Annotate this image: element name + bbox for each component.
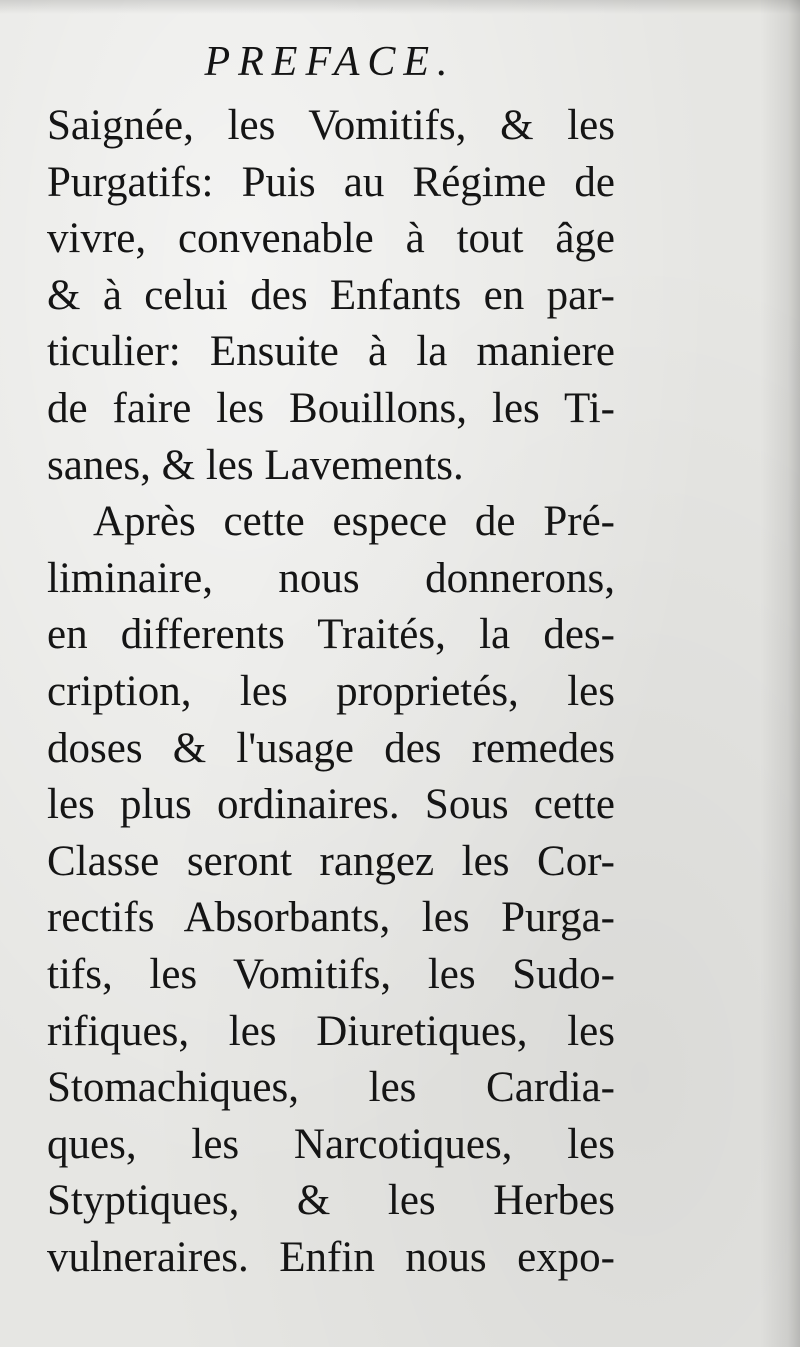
text-line-3: vivre, convenable à tout âge xyxy=(47,215,615,263)
text-line-9: liminaire, nous donnerons, xyxy=(47,554,615,602)
text-line-21: vulneraires. Enfin nous expo- xyxy=(47,1233,615,1281)
text-line-8: Après cette espece de Pré- xyxy=(93,498,615,546)
text-line-20: Styptiques, & les Herbes xyxy=(47,1177,615,1225)
page-gutter-shadow xyxy=(760,0,800,1347)
text-line-12: doses & l'usage des remedes xyxy=(47,724,615,772)
text-line-7: sanes, & les Lavements. xyxy=(47,441,464,489)
text-line-2: Purgatifs: Puis au Régime de xyxy=(47,158,615,206)
text-line-14: Classe seront rangez les Cor- xyxy=(47,837,615,885)
text-line-11: cription, les proprietés, les xyxy=(47,667,615,715)
text-line-15: rectifs Absorbants, les Purga- xyxy=(47,894,615,942)
page-body-text xyxy=(47,98,615,1286)
text-line-4: & à celui des Enfants en par- xyxy=(47,271,615,319)
text-line-13: les plus ordinaires. Sous cette xyxy=(47,781,615,829)
text-line-19: ques, les Narcotiques, les xyxy=(47,1120,615,1168)
text-line-17: rifiques, les Diuretiques, les xyxy=(47,1007,615,1055)
text-line-16: tifs, les Vomitifs, les Sudo- xyxy=(47,950,615,998)
running-title: PREFACE. xyxy=(204,39,456,85)
page-top-shadow xyxy=(0,0,800,14)
text-line-10: en differents Traités, la des- xyxy=(47,611,615,659)
text-line-1: Saignée, les Vomitifs, & les xyxy=(47,102,615,149)
text-line-5: ticulier: Ensuite à la maniere xyxy=(47,328,615,376)
text-line-6: de faire les Bouillons, les Ti- xyxy=(47,384,615,432)
text-line-18: Stomachiques, les Cardia- xyxy=(47,1064,615,1112)
